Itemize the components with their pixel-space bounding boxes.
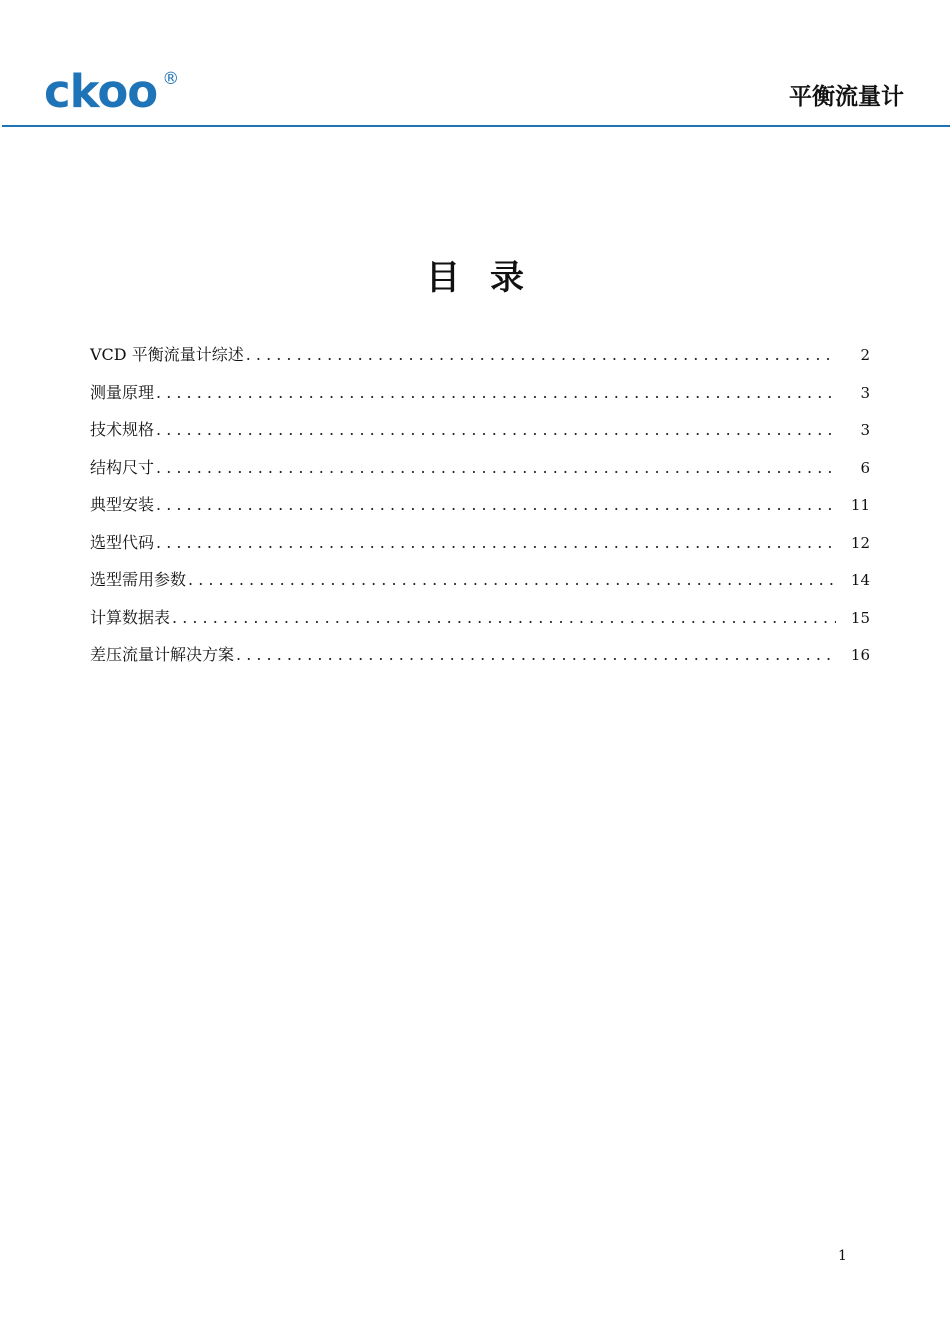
toc-entry-selection-parameters[interactable]: [90, 561, 870, 599]
toc-heading-part1: 目: [426, 258, 460, 298]
toc-entry-installation[interactable]: [90, 486, 870, 524]
toc-entry-solutions[interactable]: [90, 636, 870, 674]
toc-entry-page: 16: [850, 646, 870, 664]
toc-entry-dimensions[interactable]: [90, 449, 870, 487]
toc-entry-page: 3: [860, 383, 870, 402]
toc-entry-label: 结构尺寸: [90, 457, 155, 477]
toc-entry-label: 差压流量计解决方案: [90, 645, 235, 664]
toc-dot-leader: [246, 336, 836, 374]
header-divider: [2, 125, 950, 127]
page-number: 1: [838, 1248, 847, 1264]
toc-entry-page: 14: [850, 571, 870, 589]
toc-dot-leader: [236, 636, 836, 674]
toc-entry-overview[interactable]: [90, 336, 870, 374]
toc-entry-label: 技术规格: [90, 420, 155, 439]
table-of-contents: [90, 336, 870, 674]
header-title: 平衡流量计: [789, 84, 904, 110]
toc-entry-page: 12: [850, 533, 870, 552]
toc-entry-page: 2: [860, 346, 870, 364]
toc-entry-page: 6: [860, 458, 870, 477]
toc-entry-label: 计算数据表: [90, 607, 171, 627]
toc-entry-page: 11: [850, 496, 870, 514]
toc-entry-specifications[interactable]: [90, 411, 870, 449]
toc-entry-label: 典型安装: [90, 495, 155, 514]
toc-entry-page: 15: [850, 608, 870, 627]
toc-heading-part2: 录: [490, 258, 524, 298]
toc-heading: [0, 256, 950, 300]
toc-entry-principle[interactable]: [90, 374, 870, 412]
toc-entry-label: 选型需用参数: [90, 570, 187, 589]
toc-dot-leader: [188, 561, 836, 599]
logo-wordmark: ckoo: [44, 65, 158, 118]
registered-mark: ®: [162, 69, 180, 89]
toc-entry-model-code[interactable]: [90, 524, 870, 562]
toc-dot-leader: [172, 599, 836, 637]
toc-dot-leader: [156, 449, 836, 487]
toc-entry-label: 选型代码: [90, 532, 155, 552]
toc-dot-leader: [156, 486, 836, 524]
toc-dot-leader: [156, 524, 836, 562]
toc-entry-label: VCD 平衡流量计综述: [90, 345, 244, 364]
brand-logo: [44, 64, 179, 120]
toc-entry-page: 3: [860, 421, 870, 439]
toc-entry-data-sheet[interactable]: [90, 599, 870, 637]
toc-entry-label: 测量原理: [90, 382, 155, 402]
toc-dot-leader: [156, 374, 836, 412]
toc-dot-leader: [156, 411, 836, 449]
